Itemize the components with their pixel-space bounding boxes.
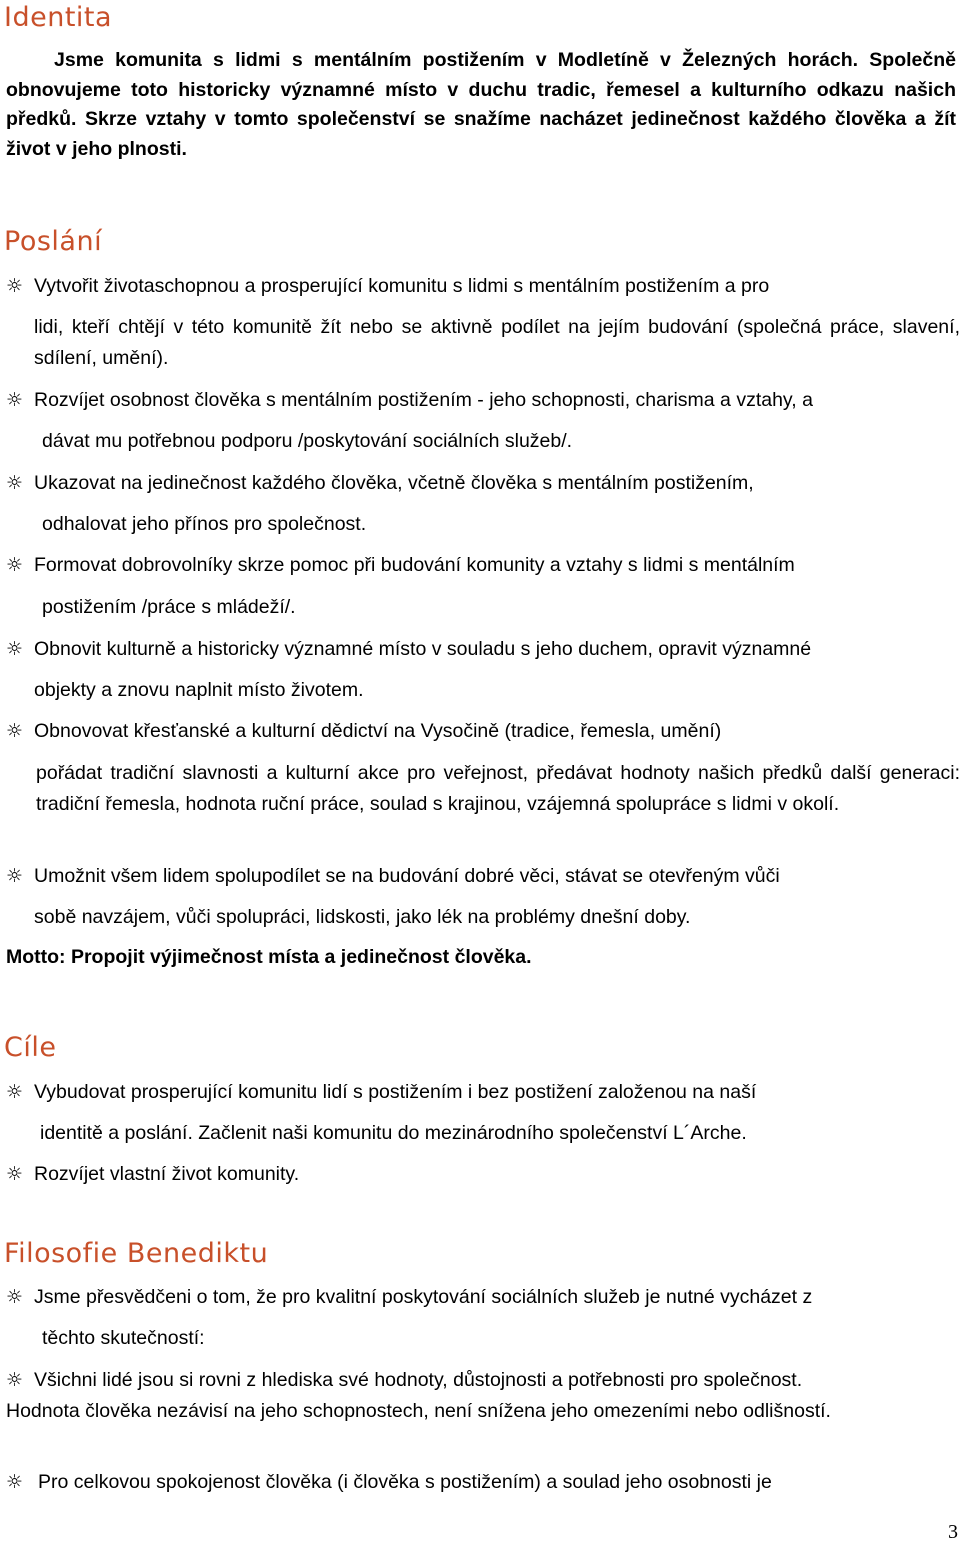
sun-bullet-icon: ☼ [6, 1286, 24, 1308]
list-item-continuation: postižením /práce s mládeží/. [42, 596, 296, 618]
list-item: ☼ Formovat dobrovolníky skrze pomoc při budování komunity a vztahy s lidmi s mentálním [6, 550, 795, 580]
section-title-identita: Identita [4, 2, 113, 33]
list-item-continuation: odhalovat jeho přínos pro společnost. [42, 513, 367, 535]
motto: Motto: Propojit výjimečnost místa a jedinečnost člověka. [6, 946, 532, 968]
identita-paragraph: Jsme komunita s lidmi s mentálním postižením v Modletíně v Železných horách. Společně obnovujeme toto historicky významné místo v duchu tradic, řemesel a kulturního odkazu našich předků. Skrze vztahy v tomto společenství se snažíme nacházet jedinečnost každého člověka a žít život v jeho plnosti. [6, 49, 956, 160]
sun-bullet-icon: ☼ [6, 638, 24, 660]
page-number: 3 [948, 1521, 958, 1543]
list-item-continuation: těchto skutečností: [42, 1327, 205, 1349]
sun-bullet-icon: ☼ [6, 554, 24, 576]
list-item: ☼ Rozvíjet vlastní život komunity. [6, 1159, 299, 1189]
list-item: ☼ Vytvořit životaschopnou a prosperující komunitu s lidmi s mentálním postižením a pro [6, 271, 769, 301]
sun-bullet-icon: ☼ [6, 1471, 24, 1493]
list-item: ☼ Obnovit kulturně a historicky významné místo v souladu s jeho duchem, opravit významné [6, 634, 811, 664]
sun-bullet-icon: ☼ [6, 1369, 24, 1391]
list-item: ☼ Pro celkovou spokojenost člověka (i člověka s postižením) a soulad jeho osobnosti je [6, 1467, 772, 1497]
list-item-continuation: sobě navzájem, vůči spolupráci, lidskosti, jako lék na problémy dnešní doby. [34, 906, 691, 928]
sun-bullet-icon: ☼ [6, 865, 24, 887]
list-item: ☼ Jsme přesvědčeni o tom, že pro kvalitní poskytování sociálních služeb je nutné vycházet z [6, 1282, 812, 1312]
sun-bullet-icon: ☼ [6, 1081, 24, 1103]
list-item: ☼ Všichni lidé jsou si rovni z hlediska své hodnoty, důstojnosti a potřebnosti pro společnost. [6, 1365, 802, 1395]
sun-bullet-icon: ☼ [6, 275, 24, 297]
list-item-continuation: lidi, kteří chtějí v této komunitě žít nebo se aktivně podílet na jejím budování (společná práce, slavení, sdílení, umění). [34, 316, 960, 369]
list-item-continuation: pořádat tradiční slavnosti a kulturní akce pro veřejnost, předávat hodnoty našich předků další generaci: tradiční řemesla, hodnota ruční práce, soulad s krajinou, vzájemná spolupráce s lidmi v okolí. [36, 762, 960, 815]
section-title-cile: Cíle [4, 1032, 57, 1063]
sun-bullet-icon: ☼ [6, 1163, 24, 1185]
list-item: ☼ Umožnit všem lidem spolupodílet se na budování dobré věci, stávat se otevřeným vůči [6, 861, 780, 891]
list-item-continuation: identitě a poslání. Začlenit naši komunitu do mezinárodního společenství L´Arche. [40, 1122, 747, 1144]
sun-bullet-icon: ☼ [6, 472, 24, 494]
sun-bullet-icon: ☼ [6, 389, 24, 411]
sun-bullet-icon: ☼ [6, 720, 24, 742]
section-title-poslani: Poslání [4, 226, 103, 257]
list-item: ☼ Obnovovat křesťanské a kulturní dědictví na Vysočině (tradice, řemesla, umění) [6, 716, 721, 746]
list-item: ☼ Vybudovat prosperující komunitu lidí s postižením i bez postižení založenou na naší [6, 1077, 756, 1107]
list-item: ☼ Rozvíjet osobnost člověka s mentálním postižením - jeho schopnosti, charisma a vztahy, a [6, 385, 813, 415]
section-title-filosofie: Filosofie Benediktu [4, 1238, 269, 1269]
list-item-continuation: dávat mu potřebnou podporu /poskytování sociálních služeb/. [42, 430, 573, 452]
list-item: ☼ Ukazovat na jedinečnost každého člověka, včetně člověka s mentálním postižením, [6, 468, 754, 498]
list-item-continuation: objekty a znovu naplnit místo životem. [34, 679, 364, 701]
list-item-continuation: Hodnota člověka nezávisí na jeho schopnostech, není snížena jeho omezeními nebo odlišností. [6, 1400, 831, 1422]
